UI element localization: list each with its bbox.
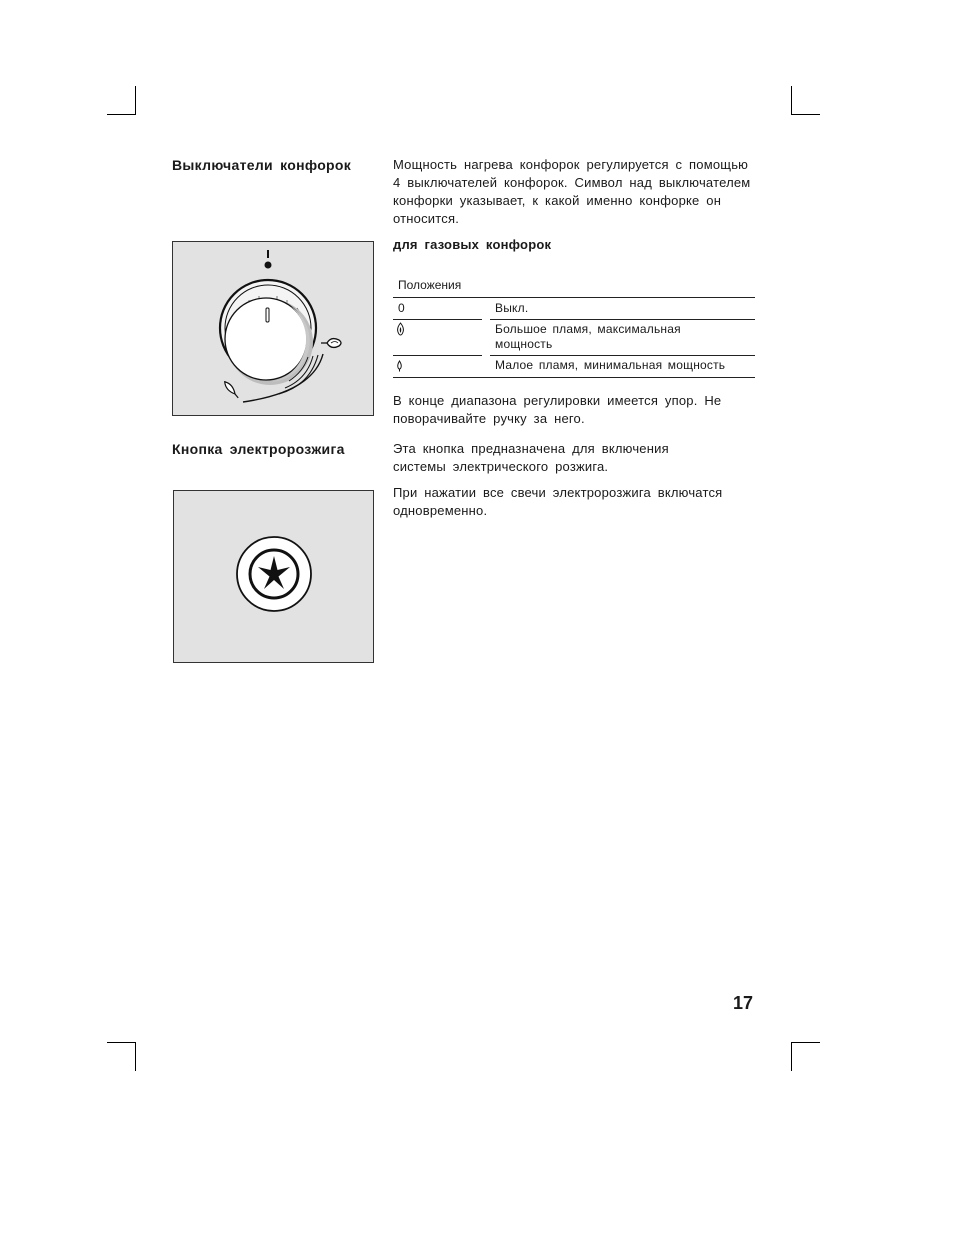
positions-table-caption: Положения (398, 278, 462, 292)
table-rule-bottom (393, 377, 755, 378)
burner-switches-description (393, 156, 753, 228)
end-stop-note: В конце диапазона регулировки имеется упор. Не поворачивайте ручку за него. (393, 393, 722, 426)
crop-mark-bottom-left-vertical (135, 1042, 136, 1071)
table-cell-label-small-flame: Малое пламя, минимальная мощность (495, 358, 726, 372)
section-heading-ignition-button: Кнопка электророзжига (172, 441, 345, 457)
table-cell-symbol-off: 0 (398, 301, 405, 315)
table-rule-row1-left (393, 319, 482, 320)
crop-mark-top-left-horizontal (107, 114, 136, 115)
table-cell-label-large-flame: Большое пламя, максимальная мощность (495, 322, 681, 351)
large-flame-icon (396, 322, 405, 340)
table-rule-row2-right (490, 355, 755, 356)
ignition-button-star-icon (174, 491, 373, 662)
crop-mark-top-right-horizontal (791, 114, 820, 115)
ignition-button-figure (173, 490, 374, 663)
table-rule-top (393, 297, 755, 298)
section-heading-burner-switches: Выключатели конфорок (172, 157, 352, 173)
burner-knob-figure (172, 241, 374, 416)
page-number: 17 (733, 993, 754, 1013)
gas-burners-subheading: для газовых конфорок (393, 237, 552, 252)
burner-control-knob-icon (173, 242, 373, 415)
crop-mark-bottom-right-horizontal (791, 1042, 820, 1043)
ignition-paragraph-2: При нажатии все свечи электророзжига включатся одновременно. (393, 485, 723, 518)
burner-switches-paragraph: Мощность нагрева конфорок регулируется с помощью 4 выключателей конфорок. Символ над выключателем конфорки указывает, к какой именно конфорке он относится. (393, 157, 751, 226)
table-rule-row2-left (393, 355, 482, 356)
crop-mark-top-left-vertical (135, 86, 136, 115)
crop-mark-top-right-vertical (791, 86, 792, 115)
table-rule-row1-right (490, 319, 755, 320)
crop-mark-bottom-right-vertical (791, 1042, 792, 1071)
small-flame-icon (396, 359, 403, 376)
table-cell-label-off: Выкл. (495, 301, 529, 315)
ignition-paragraph-1: Эта кнопка предназначена для включения системы электрического розжига. (393, 441, 669, 474)
crop-mark-bottom-left-horizontal (107, 1042, 136, 1043)
